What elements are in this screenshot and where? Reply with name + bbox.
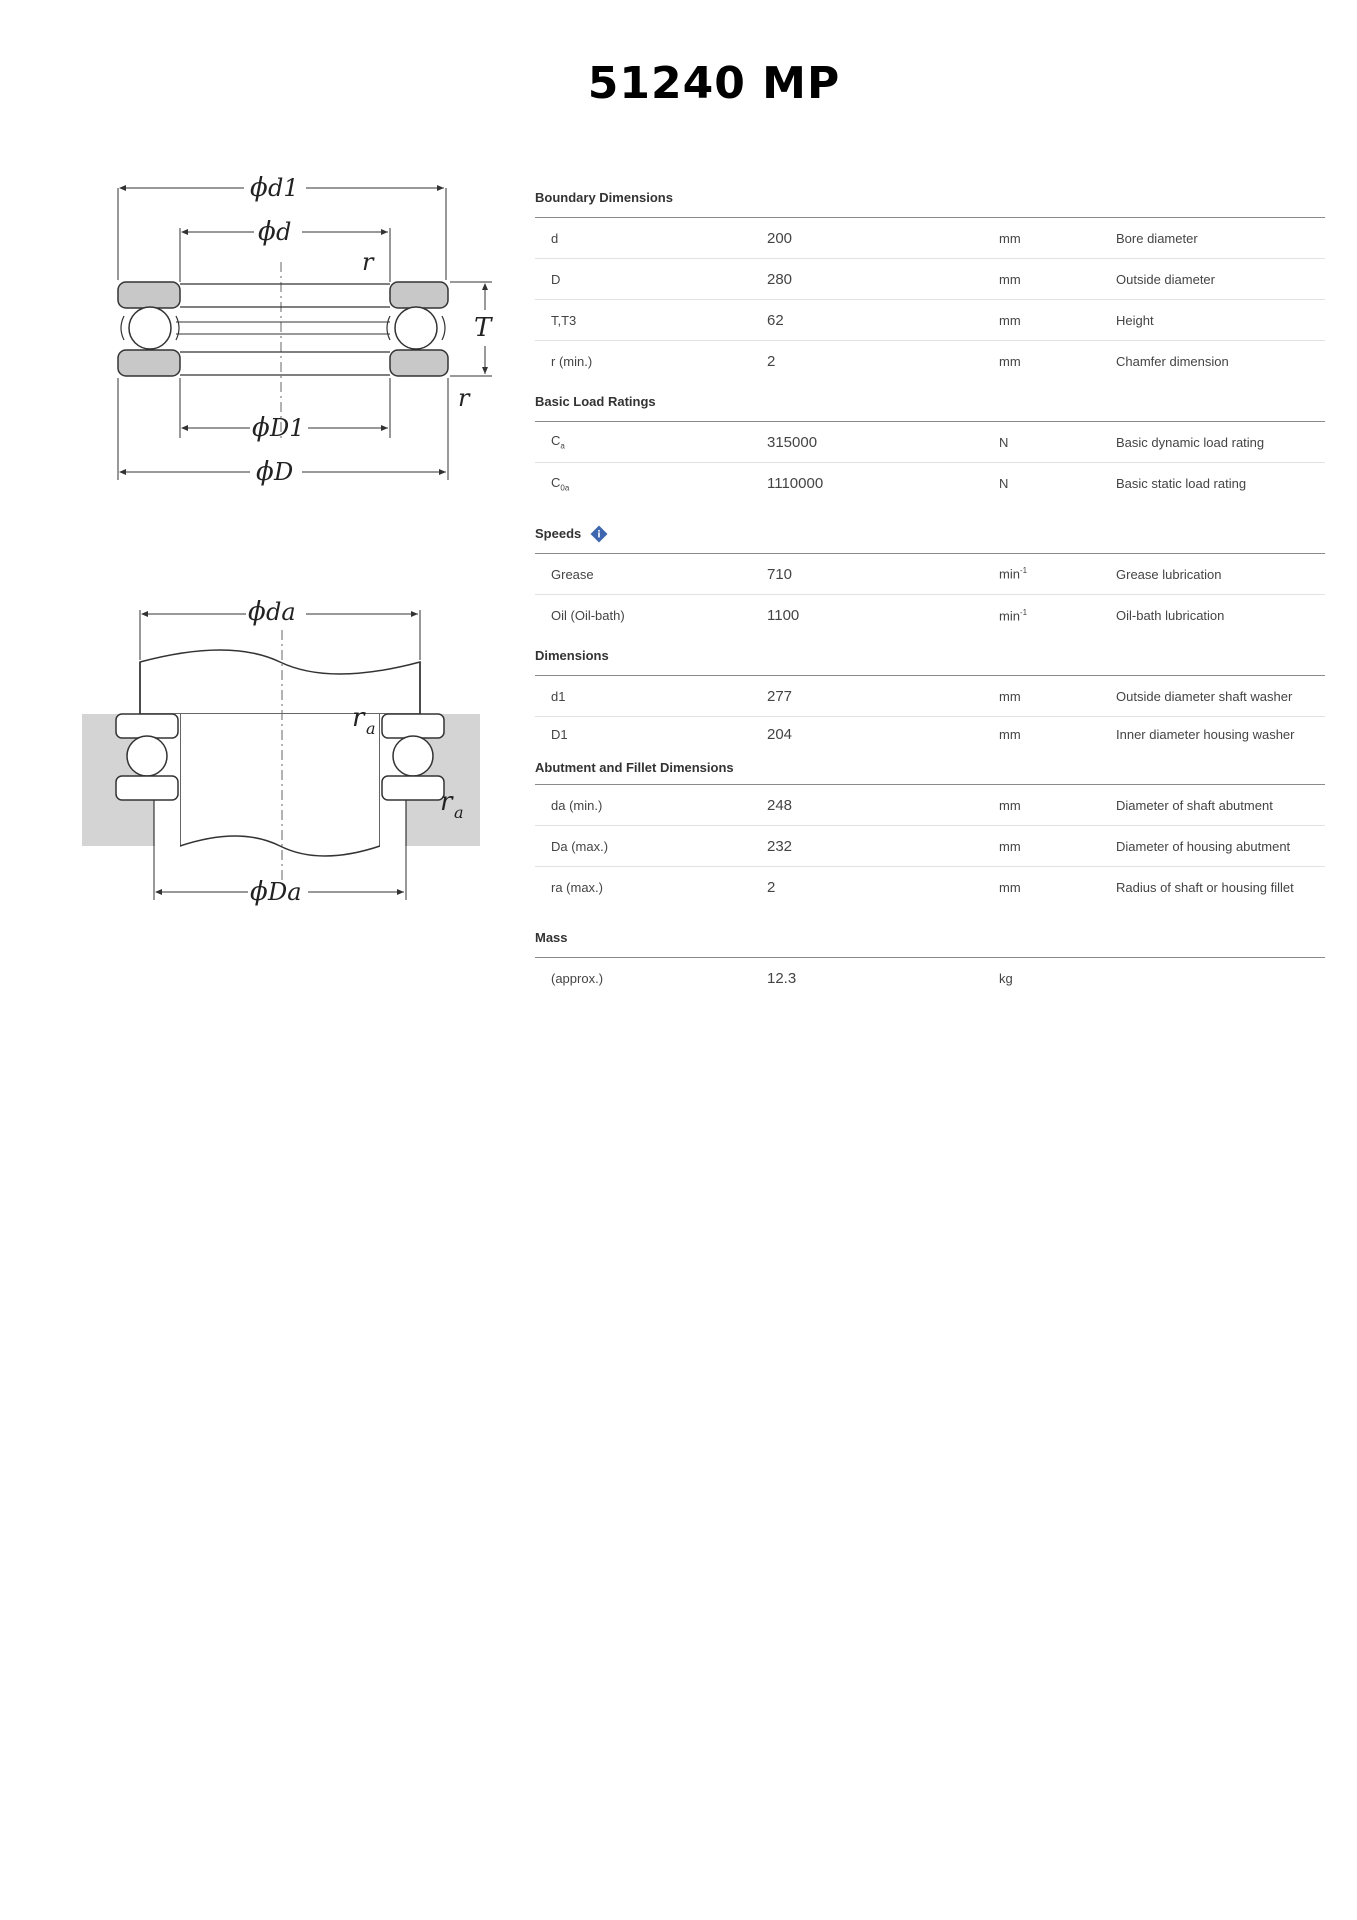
description: Inner diameter housing washer — [1116, 726, 1295, 742]
value: 315000 — [767, 433, 818, 451]
symbol: da (min.) — [551, 797, 603, 813]
dim-label-Da-phi: ϕ — [250, 877, 268, 907]
description: Diameter of shaft abutment — [1116, 797, 1273, 813]
description: Diameter of housing abutment — [1116, 838, 1291, 854]
section-title-abutment: Abutment and Fillet Dimensions — [535, 751, 1325, 785]
table-row — [535, 422, 1325, 463]
unit: mm — [999, 312, 1021, 328]
unit: $\min^{-1}$ — [999, 566, 1028, 582]
page-title: 51240 MP — [587, 58, 841, 109]
symbol: D — [551, 271, 561, 287]
value: 1110000 — [767, 475, 824, 492]
unit: mm — [999, 726, 1021, 742]
table-row — [535, 958, 1325, 999]
dim-label-Da: Da — [268, 878, 302, 906]
dim-label-D-phi: ϕ — [256, 457, 274, 487]
symbol: D1 — [551, 726, 568, 742]
section-title-dimensions: Dimensions — [535, 636, 1325, 676]
description: Radius of shaft or housing fillet — [1116, 880, 1294, 895]
description: Oil-bath lubrication — [1116, 608, 1225, 623]
unit: mm — [999, 271, 1021, 287]
unit: mm — [999, 688, 1021, 704]
dim-label-r-top: r — [362, 248, 374, 276]
dim-label-d1-text: d1 — [268, 174, 299, 202]
dim-label-da: da — [266, 598, 296, 626]
value: 1100 — [767, 607, 800, 624]
table-row — [535, 676, 1325, 717]
unit: mm — [999, 838, 1021, 854]
table-row — [535, 717, 1325, 751]
symbol: d — [551, 230, 559, 246]
table-row — [535, 554, 1325, 595]
symbol: d1 — [551, 688, 566, 704]
value: 62 — [767, 311, 784, 329]
spec-tables — [535, 178, 1325, 999]
table-row — [535, 826, 1325, 867]
table-row — [535, 785, 1325, 826]
unit: N — [999, 434, 1009, 450]
unit: mm — [999, 797, 1021, 813]
symbol: Grease — [551, 566, 594, 582]
dim-label-d1: ϕ — [250, 173, 268, 203]
symbol: ra (max.) — [551, 880, 603, 895]
dim-label-D1: D1 — [270, 414, 305, 442]
dim-label-d: d — [276, 218, 292, 246]
unit: mm — [999, 880, 1021, 895]
value: 2 — [767, 353, 776, 370]
unit: kg — [999, 971, 1013, 986]
section-title-speeds: Speeds — [535, 514, 1325, 554]
value: 710 — [767, 565, 793, 583]
description: Basic dynamic load rating — [1116, 434, 1265, 450]
value: 248 — [767, 796, 793, 814]
dim-label-ra-top-sub: a — [366, 719, 376, 738]
symbol: T,T3 — [551, 312, 577, 328]
description: Grease lubrication — [1116, 566, 1222, 582]
unit: mm — [999, 354, 1021, 369]
table-row — [535, 463, 1325, 504]
value: 204 — [767, 725, 793, 743]
table-row — [535, 595, 1325, 636]
symbol: r (min.) — [551, 354, 593, 369]
dim-label-ra-bottom: r — [440, 787, 453, 817]
description: Outside diameter shaft washer — [1116, 688, 1293, 704]
dim-label-T: T — [474, 313, 492, 343]
value: 2 — [767, 879, 776, 896]
table-row — [535, 300, 1325, 341]
description: Basic static load rating — [1116, 476, 1247, 491]
section-title-load-ratings: Basic Load Ratings — [535, 382, 1325, 422]
description: Outside diameter — [1116, 271, 1215, 287]
dim-label-da-phi: ϕ — [248, 597, 266, 627]
dim-label-ra-bottom-sub: a — [454, 803, 464, 822]
symbol: (approx.) — [551, 971, 604, 986]
mounting-drawing — [80, 590, 500, 920]
unit: mm — [999, 230, 1021, 246]
unit: $\min^{-1}$ — [999, 607, 1028, 624]
dim-label-d-phi: ϕ — [258, 217, 276, 247]
dim-label-D1-phi: ϕ — [252, 413, 270, 443]
bearing-section-drawing — [110, 170, 510, 500]
description: Bore diameter — [1116, 230, 1198, 246]
value: 232 — [767, 837, 793, 855]
table-row — [535, 218, 1325, 259]
dim-label-r-bottom: r — [458, 384, 470, 412]
dim-label-ra-top: r — [352, 703, 365, 733]
value: 280 — [767, 270, 793, 288]
section-title-boundary: Boundary Dimensions — [535, 178, 1325, 218]
value: 277 — [767, 687, 793, 705]
value: 12.3 — [767, 970, 797, 987]
section-title-mass: Mass — [535, 918, 1325, 958]
unit: N — [999, 476, 1009, 491]
dim-label-D: D — [274, 458, 294, 486]
table-row — [535, 259, 1325, 300]
value: 200 — [767, 229, 793, 247]
description: Height — [1116, 312, 1154, 328]
table-row — [535, 341, 1325, 382]
symbol: $C_a$ — [551, 433, 565, 451]
symbol: $C_{0a}$ — [551, 474, 570, 493]
description: Chamfer dimension — [1116, 354, 1229, 369]
table-row — [535, 867, 1325, 908]
info-icon[interactable] — [589, 524, 609, 544]
symbol: Oil (Oil-bath) — [551, 608, 625, 623]
symbol: Da (max.) — [551, 838, 609, 854]
